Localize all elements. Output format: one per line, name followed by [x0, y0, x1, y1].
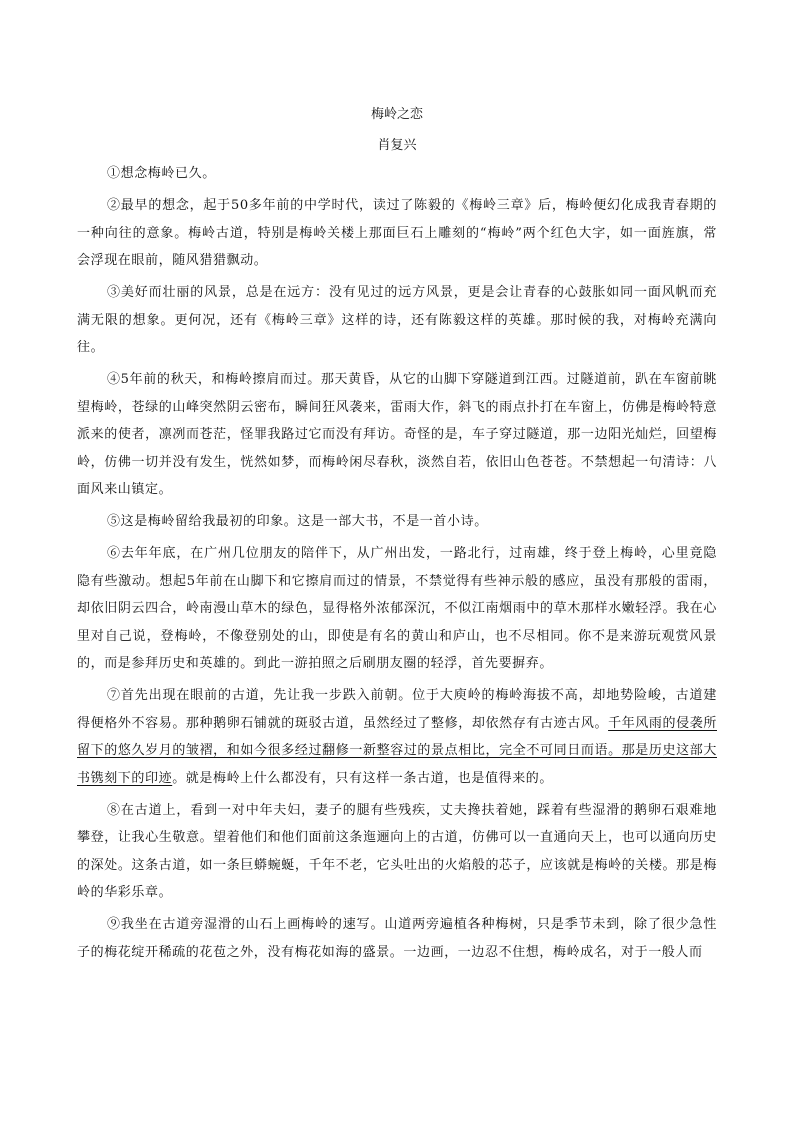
paragraph-4: ④5年前的秋天，和梅岭擦肩而过。那天黄昏，从它的山脚下穿隧道到江西。过隧道前，趴在车窗前眺望梅岭，苍绿的山峰突然阴云密布，瞬间狂风袭来，雷雨大作，斜飞的雨点扑打在车窗上，仿佛是梅岭特意派来的使者，凛冽而苍茫，怪罪我路过它而没有拜访。奇怪的是，车子穿过隧道，那一边阳光灿烂，回望梅岭，仿佛一切并没有发生，恍然如梦，而梅岭闲尽春秋，淡然自若，依旧山色苍苍。不禁想起一句清诗：八面风来山镇定。: [77, 372, 717, 497]
article-body: [77, 160, 717, 971]
paragraph-7-post: 。就是梅岭上什么都没有，只有这样一条古道，也是值得来的。: [172, 770, 554, 786]
paragraph-2: ②最早的想念，起于50多年前的中学时代，读过了陈毅的《梅岭三章》后，梅岭便幻化成我青春期的一种向往的意象。梅岭古道，特别是梅岭关楼上那面巨石上雕刻的“梅岭”两个红色大字，如一面旌旗，常会浮现在眼前，随风猎猎飘动。: [77, 198, 717, 268]
paragraph-6: ⑥去年年底，在广州几位朋友的陪伴下，从广州出发，一路北行，过南雄，终于登上梅岭，心里竟隐隐有些激动。想起5年前在山脚下和它擦肩而过的情景，不禁觉得有些神示般的感应，虽没有那般的雷雨，却依旧阴云四合，岭南漫山草木的绿色，显得格外浓郁深沉，不似江南烟雨中的草木那样水嫩轻浮。我在心里对自己说，登梅岭，不像登别处的山，即使是有名的黄山和庐山，也不尽相同。你不是来游玩观赏风景的，而是参拜历史和英雄的。到此一游拍照之后刷朋友圈的轻浮，首先要摒弃。: [77, 546, 717, 671]
paragraph-8: ⑧在古道上，看到一对中年夫妇，妻子的腿有些残疾，丈夫搀扶着她，踩着有些湿滑的鹅卵石艰难地攀登，让我心生敬意。望着他们和他们面前这条迤逦向上的古道，仿佛可以一直通向天上，也可以通向历史的深处。这条古道，如一条巨蟒蜿蜒，千年不老，它头吐出的火焰般的芯子，应该就是梅岭的关楼。那是梅岭的华彩乐章。: [77, 802, 717, 900]
paragraph-5: ⑤这是梅岭留给我最初的印象。这是一部大书，不是一首小诗。: [107, 514, 488, 529]
paragraph-7: [77, 682, 717, 792]
underlined-sentence: 千年风雨的侵袭所留下的悠久岁月的皱褶，和如今很多经过翻修一新整容过的景点相比，完全不可同日而语。那是历史这部大书镌刻下的印迹: [77, 715, 717, 786]
article-title: 梅岭之恋: [370, 107, 423, 122]
paragraph-7-pre: ⑦首先出现在眼前的古道，先让我一步跌入前朝。位于大庾岭的梅岭海拔不高，却地势险峻，古道建得便格外不容易。那种鹅卵石铺就的斑驳古道，虽然经过了整修，却依然存有古迹古风。: [77, 688, 717, 731]
article-author: 肖复兴: [377, 138, 417, 153]
paragraph-1: ①想念梅岭已久。: [107, 166, 216, 181]
paragraph-3: ③美好而壮丽的风景，总是在远方：没有见过的远方风景，更是会让青春的心鼓胀如同一面风帆而充满无限的想象。更何况，还有《梅岭三章》这样的诗，还有陈毅这样的英雄。那时候的我，对梅岭充满向往。: [77, 285, 717, 355]
paragraph-9: ⑨我坐在古道旁湿滑的山石上画梅岭的速写。山道两旁遍植各种梅树，只是季节未到，除了很少急性子的梅花绽开稀疏的花苞之外，没有梅花如海的盛景。一边画，一边忍不住想，梅岭成名，对于一般人而: [77, 917, 717, 960]
